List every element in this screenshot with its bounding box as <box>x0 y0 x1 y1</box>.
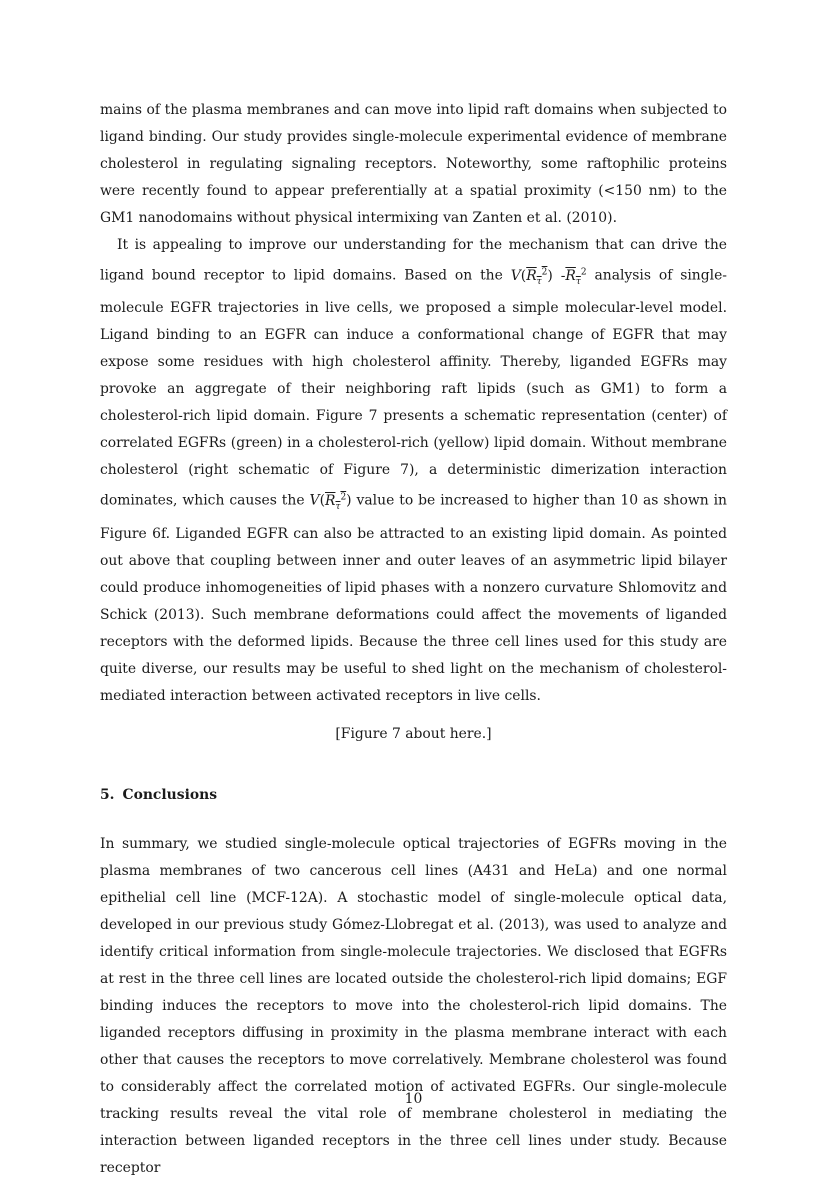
paragraph-mechanism <box>100 232 727 710</box>
section-title: Conclusions <box>122 786 218 803</box>
paragraph-mechanism-text-c: value to be increased to higher than 10 as shown in Figure 6f. Liganded EGFR can also be attracted to an existing lipid domain. As pointed out above that coupling between inner and outer leaves of an asymmetric lipid bilayer could produce inhomogeneities of lipid phases with a nonzero curvature Shlomovitz and Schick (2013). Such membrane deformations could affect the movements of liganded receptors with the deformed lipids. Because the three cell lines used for this study are quite diverse, our results may be useful to shed light on the mechanism of cholesterol-mediated interaction between activated receptors in live cells. <box>100 493 728 704</box>
section-number: 5. <box>100 786 115 803</box>
page-number: 10 <box>404 1091 423 1107</box>
paragraph-conclusion: In summary, we studied single-molecule optical trajectories of EGFRs moving in the plasma membranes of two cancerous cell lines (A431 and HeLa) and one normal epithelial cell line (MCF-12A). A stochastic model of single-molecule optical data, developed in our previous study Gómez-Llobregat et al. (2013), was used to analyze and identify critical information from single-molecule trajectories. We disclosed that EGFRs at rest in the three cell lines are located outside the cholesterol-rich lipid domains; EGF binding induces the receptors to move into the cholesterol-rich lipid domains. The liganded receptors diffusing in proximity in the plasma membrane interact with each other that causes the receptors to move correlatively. Membrane cholesterol was found to considerably affect the correlated motion of activated EGFRs. Our single-molecule tracking results reveal the vital role of membrane cholesterol in mediating the interaction between liganded receptors in the three cell lines under study. Because receptor <box>100 835 727 1176</box>
section-heading <box>100 782 727 809</box>
figure-placeholder: [Figure 7 about here.] <box>335 725 492 742</box>
paragraph-continuation: mains of the plasma membranes and can move into lipid raft domains when subjected to ligand binding. Our study provides single-molecule experimental evidence of membrane cholesterol in regulating signaling receptors. Noteworthy, some raftophilic proteins were recently found to appear preferentially at a spatial proximity (<150 nm) to the GM1 nanodomains without physical intermixing van Zanten et al. (2010). <box>100 102 727 226</box>
paragraph-mechanism-text-a: It is appealing to improve our understanding for the mechanism that can drive the ligand bound receptor to lipid domains. Based on the <box>100 237 727 284</box>
paragraph-mechanism-text-b: analysis of single-molecule EGFR trajectories in live cells, we proposed a simple molecular-level model. Ligand binding to an EGFR can induce a conformational change of EGFR that may expose some residues with high cholesterol affinity. Thereby, liganded EGFRs may provoke an aggregate of their neighboring raft lipids (such as GM1) to form a cholesterol-rich lipid domain. Figure 7 presents a schematic representation (center) of correlated EGFRs (green) in a cholesterol-rich (yellow) lipid domain. Without membrane cholesterol (right schematic of Figure 7), a deterministic dimerization interaction dominates, which causes the <box>100 267 728 510</box>
math-variance-value: $V(R_\tau^2)$ <box>309 492 352 512</box>
math-variance-expression: $V(R_\tau^2)$ $-R_\tau^2$ <box>510 267 587 287</box>
page-body <box>100 97 727 1182</box>
